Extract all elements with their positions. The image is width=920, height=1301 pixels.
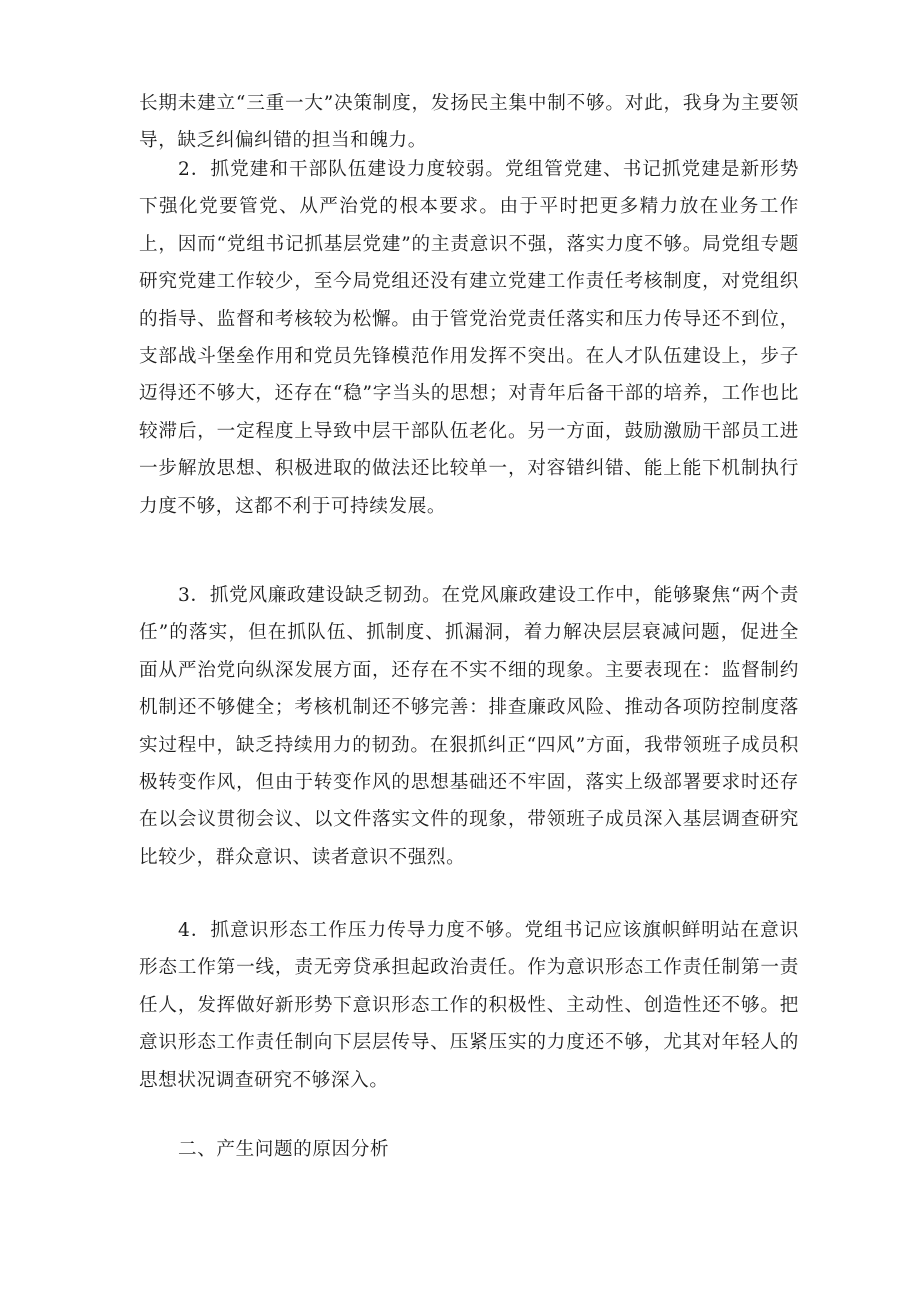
section-heading: 二、产生问题的原因分析 — [178, 1139, 390, 1160]
paragraph-item-4: 4．抓意识形态工作压力传导力度不够。党组书记应该旗帜鲜明站在意识形态工作第一线，责无旁贷承担起政治责任。作为意识形态工作责任制第一责任人，发挥做好新形势下意识形态工作的积极性、主动性、创造性还不够。把意识形态工作责任制向下层层传导、压紧压实的力度还不够，尤其对年轻人的思想状况调查研究不够深入。 — [139, 920, 799, 1091]
paragraph-item-3: 3．抓党风廉政建设缺乏韧劲。在党风廉政建设工作中，能够聚焦“两个责任”的落实，但在抓队伍、抓制度、抓漏洞，着力解决层层衰减问题，促进全面从严治党向纵深发展方面，还存在不实不细的现象。主要表现在：监督制约机制还不够健全；考核机制还不够完善：排查廉政风险、推动各项防控制度落实过程中，缺乏持续用力的韧劲。在狠抓纠正“四风”方面，我带领班子成员积极转变作风，但由于转变作风的思想基础还不牢固，落实上级部署要求时还存在以会议贯彻会议、以文件落实文件的现象，带领班子成员深入基层调查研究比较少，群众意识、读者意识不强烈。 — [139, 585, 799, 868]
paragraph-continuation: 长期未建立“三重一大”决策制度，发扬民主集中制不够。对此，我身为主要领导，缺乏纠偏纠错的担当和魄力。 — [139, 93, 799, 152]
paragraph-item-2: 2．抓党建和干部队伍建设力度较弱。党组管党建、书记抓党建是新形势下强化党要管党、从严治党的根本要求。由于平时把更多精力放在业务工作上，因而“党组书记抓基层党建”的主责意识不强，落实力度不够。局党组专题研究党建工作较少，至今局党组还没有建立党建工作责任考核制度，对党组织的指导、监督和考核较为松懈。由于管党治党责任落实和压力传导还不到位，支部战斗堡垒作用和党员先锋模范作用发挥不突出。在人才队伍建设上，步子迈得还不够大，还存在“稳”字当头的思想；对青年后备干部的培养，工作也比较滞后，一定程度上导致中层干部队伍老化。另一方面，鼓励激励干部员工进一步解放思想、积极进取的做法还比较单一，对容错纠错、能上能下机制执行力度不够，这都不利于可持续发展。 — [139, 159, 799, 517]
